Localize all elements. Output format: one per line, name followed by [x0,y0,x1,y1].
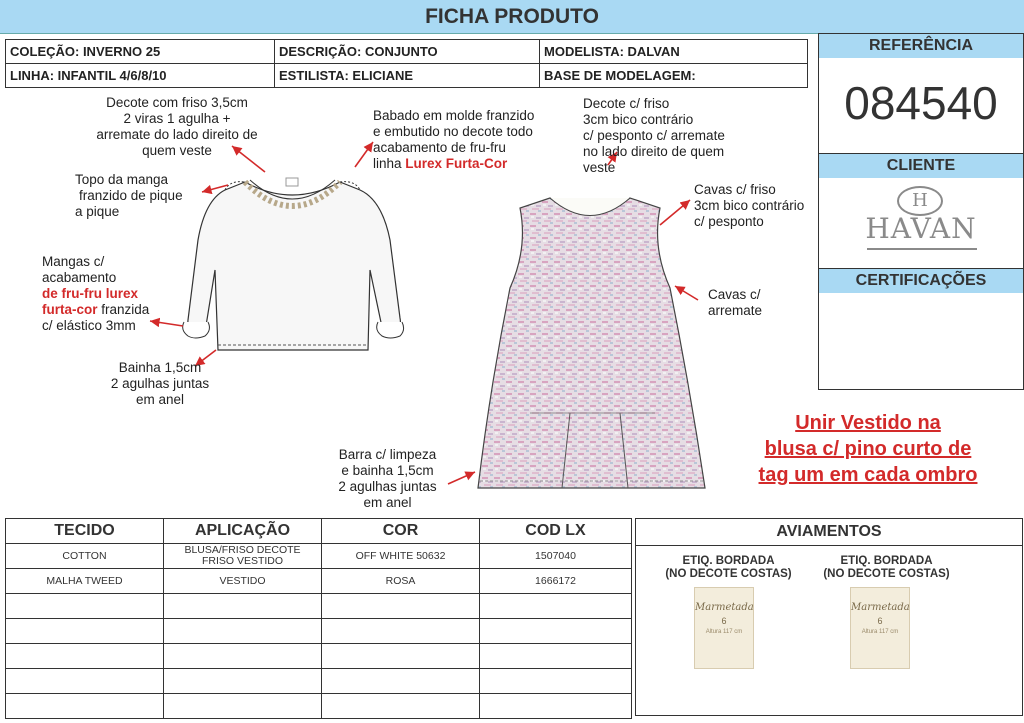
table-row [6,694,632,719]
certificacoes-header: CERTIFICAÇÕES [819,268,1023,293]
note-topo-line: franzido de pique [79,188,183,203]
note-topo-line: a pique [75,204,120,219]
note-decote-line: arremate do lado direito de [96,127,258,142]
note-decote-line: 2 viras 1 agulha + [123,111,231,126]
note-mangas [42,254,192,334]
table-cell [164,669,322,694]
note-cavas-friso-line: c/ pesponto [694,214,764,229]
arrow-barra [448,472,475,484]
label-brand: Marmetada [851,602,910,613]
havan-logo-emblem: H [897,186,943,216]
label-size: 6 [877,616,883,626]
referencia-header: REFERÊNCIA [819,34,1023,58]
note-decote-vestido [583,96,725,176]
estilista-cell: ESTILISTA: ELICIANE [275,64,540,88]
note-bainha [100,360,220,408]
label-brand: Marmetada [695,602,754,613]
note-decote-line: Decote com friso 3,5cm [106,95,248,110]
note-decote-line: quem veste [142,143,212,158]
col-aplicacao: APLICAÇÃO [164,519,322,544]
aviamentos-panel [635,518,1023,716]
table-cell [6,594,164,619]
note-cavas-arremate [708,287,762,319]
table-cell [322,694,480,719]
aviamento-2-title-line: ETIQ. BORDADA [840,555,933,567]
note-decote-vestido-line: Decote c/ friso [583,96,670,111]
aviamento-2-title [804,555,969,581]
note-babado-line: linha [373,156,406,171]
table-cell [164,694,322,719]
note-mangas-line: acabamento [42,270,117,285]
note-babado [373,108,534,172]
note-bainha-line: em anel [135,392,185,407]
arrow-topo [202,185,228,192]
note-cavas-arremate-line: arremate [708,303,763,318]
table-cell [322,644,480,669]
aviamento-1-title-line: (NO DECOTE COSTAS) [665,568,792,580]
note-decote-vestido-line: no lado direito de quem [583,144,725,159]
fabric-table [5,518,632,719]
table-cell: 1666172 [480,569,632,594]
col-tecido: TECIDO [6,519,164,544]
referencia-value: 084540 [844,77,998,129]
note-cavas-arremate-line: Cavas c/ [708,287,761,302]
modelista-cell: MODELISTA: DALVAN [540,40,808,64]
table-cell [480,619,632,644]
table-row [6,569,632,594]
table-row [6,669,632,694]
havan-logo-text: HAVAN [865,212,977,245]
table-cell [322,669,480,694]
table-cell [164,594,322,619]
note-decote-vestido-line: c/ pesponto c/ arremate [583,128,725,143]
table-cell [322,594,480,619]
table-row [6,544,632,569]
table-cell: BLUSA/FRISO DECOTE FRISO VESTIDO [164,544,322,569]
table-cell [6,694,164,719]
table-cell: MALHA TWEED [6,569,164,594]
note-unir-vestido [728,410,1008,488]
fabric-table-header [6,519,632,544]
note-barra [325,447,450,511]
table-cell [480,669,632,694]
note-bainha-line: 2 agulhas juntas [110,376,210,391]
descricao-cell: DESCRIÇÃO: CONJUNTO [275,40,540,64]
base-cell: BASE DE MODELAGEM: [540,64,808,88]
note-decote [72,95,282,159]
label-small-text: Altura 117 cm [861,629,899,635]
label-size: 6 [721,616,727,626]
note-mangas-red: de fru-fru lurex [42,286,139,301]
note-babado-line: e embutido no decote todo [373,124,533,139]
note-bainha-line: Bainha 1,5cm [118,360,202,375]
note-decote-vestido-line: veste [583,160,616,175]
note-mangas-line: c/ elástico 3mm [42,318,136,333]
table-cell [480,594,632,619]
note-barra-line: Barra c/ limpeza [338,447,437,462]
note-cavas-friso-line: 3cm bico contrário [694,198,805,213]
note-barra-line: em anel [363,495,412,510]
table-cell [6,669,164,694]
note-mangas-line: Mangas c/ [42,254,105,269]
page-title: FICHA PRODUTO [425,5,599,28]
arrow-cavas-friso [660,200,690,225]
table-cell: VESTIDO [164,569,322,594]
table-row [6,594,632,619]
note-unir-line: tag um em cada ombro [758,464,978,486]
note-barra-line: 2 agulhas juntas [338,479,437,494]
table-cell: OFF WHITE 50632 [322,544,480,569]
table-cell [480,694,632,719]
linha-cell: LINHA: INFANTIL 4/6/8/10 [6,64,275,88]
note-decote-vestido-line: 3cm bico contrário [583,112,694,127]
note-unir-line: blusa c/ pino curto de [764,438,972,460]
table-cell [6,619,164,644]
aviamento-1-title [646,555,811,581]
note-topo-line: Topo da manga [75,172,169,187]
col-cor: COR [322,519,480,544]
table-cell [322,619,480,644]
table-row [6,619,632,644]
note-barra-line: e bainha 1,5cm [341,463,434,478]
arrow-cavas-arremate [675,286,698,300]
aviamento-1-label-image [694,587,754,669]
table-cell [164,619,322,644]
col-cod-lx: COD LX [480,519,632,544]
note-babado-red: Lurex Furta-Cor [405,156,508,171]
colecao-cell: COLEÇÃO: INVERNO 25 [6,40,275,64]
aviamento-2-title-line: (NO DECOTE COSTAS) [823,568,950,580]
aviamento-1-title-line: ETIQ. BORDADA [682,555,775,567]
aviamentos-title: AVIAMENTOS [636,519,1022,546]
note-topo [75,172,183,220]
table-cell [6,644,164,669]
note-unir-line: Unir Vestido na [795,412,941,434]
aviamento-2-label-image [850,587,910,669]
note-babado-line: acabamento de fru-fru [373,140,506,155]
table-cell: COTTON [6,544,164,569]
table-row [6,644,632,669]
note-cavas-friso-line: Cavas c/ friso [694,182,776,197]
arrow-babado [355,142,373,167]
note-babado-line: Babado em molde franzido [373,108,535,123]
table-cell: 1507040 [480,544,632,569]
table-cell [480,644,632,669]
note-mangas-red: furta-cor [42,302,98,317]
note-mangas-line: franzida [97,302,150,317]
label-small-text: Altura 117 cm [705,629,743,635]
note-cavas-friso [694,182,804,230]
table-cell: ROSA [322,569,480,594]
table-cell [164,644,322,669]
cliente-header: CLIENTE [819,153,1023,178]
